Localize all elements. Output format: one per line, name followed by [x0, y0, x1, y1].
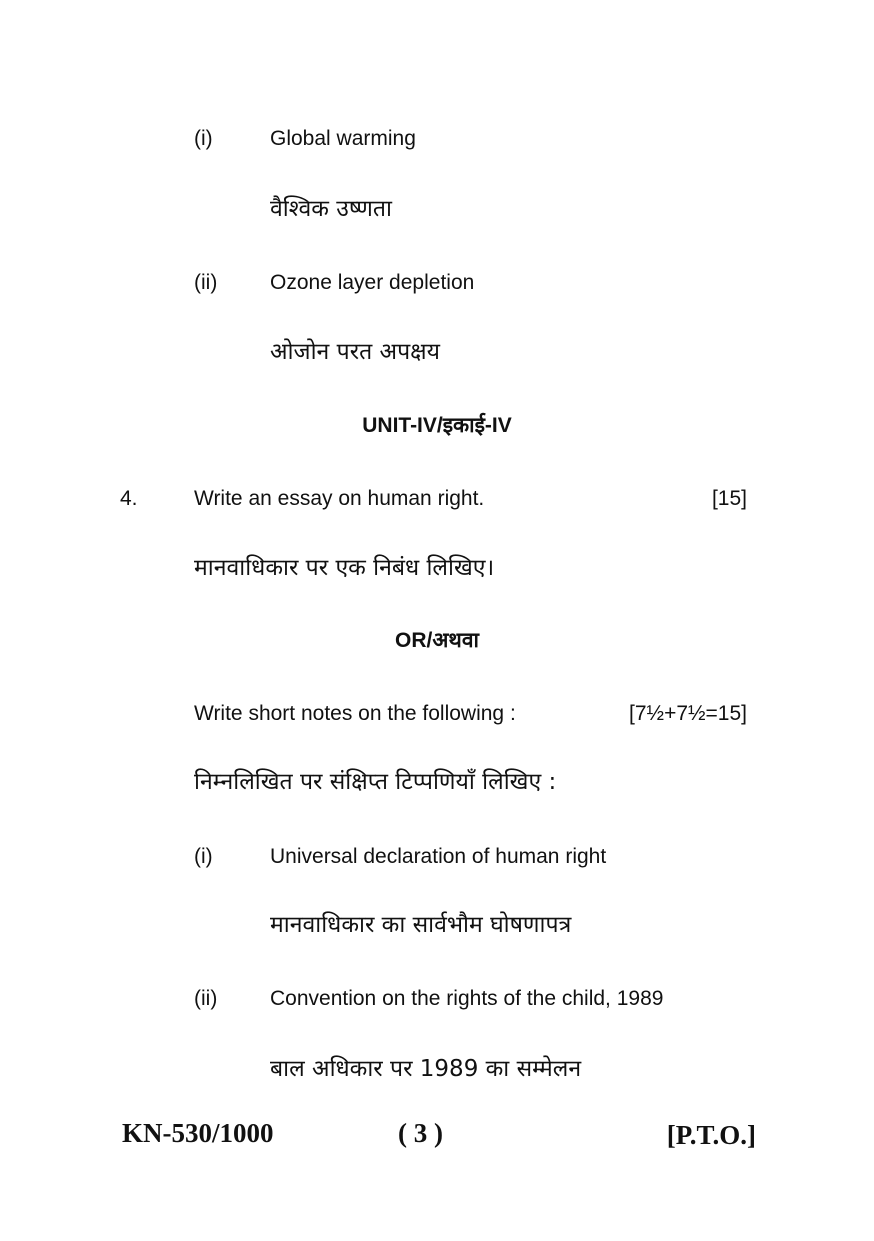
item-text-ozone-depletion: Ozone layer depletion	[270, 271, 475, 294]
item-text-ozone-depletion-hindi: ओजोन परत अपक्षय	[270, 339, 440, 365]
alt-item-number-ii: (ii)	[194, 987, 218, 1010]
alt-item-number-i: (i)	[194, 845, 213, 868]
question-number: 4.	[120, 487, 138, 510]
alt-item-text-crc-hindi: बाल अधिकार पर 1989 का सम्मेलन	[270, 1056, 582, 1082]
alt-item-text-crc: Convention on the rights of the child, 1989	[270, 987, 664, 1010]
page-number: ( 3 )	[398, 1118, 443, 1148]
question-marks: [15]	[711, 487, 747, 510]
please-turn-over: [P.T.O.]	[666, 1120, 756, 1150]
paper-code: KN-530/1000	[122, 1118, 274, 1148]
alt-question-text-hindi: निम्नलिखित पर संक्षिप्त टिप्पणियाँ लिखिए :	[194, 769, 557, 795]
unit-heading: UNIT-IV/इकाई-IV	[362, 414, 512, 437]
or-divider: OR/अथवा	[395, 629, 479, 652]
alt-question-marks: [7½+7½=15]	[629, 702, 747, 725]
alt-item-text-udhr-hindi: मानवाधिकार का सार्वभौम घोषणापत्र	[270, 912, 572, 938]
item-text-global-warming-hindi: वैश्विक उष्णता	[270, 196, 392, 222]
alt-question-text: Write short notes on the following :	[194, 702, 516, 725]
alt-item-text-udhr: Universal declaration of human right	[270, 845, 607, 868]
item-number-i: (i)	[194, 127, 213, 150]
question-text-hindi: मानवाधिकार पर एक निबंध लिखिए।	[194, 555, 495, 581]
item-number-ii: (ii)	[194, 271, 218, 294]
item-text-global-warming: Global warming	[270, 127, 416, 150]
question-text: Write an essay on human right.	[194, 487, 485, 510]
